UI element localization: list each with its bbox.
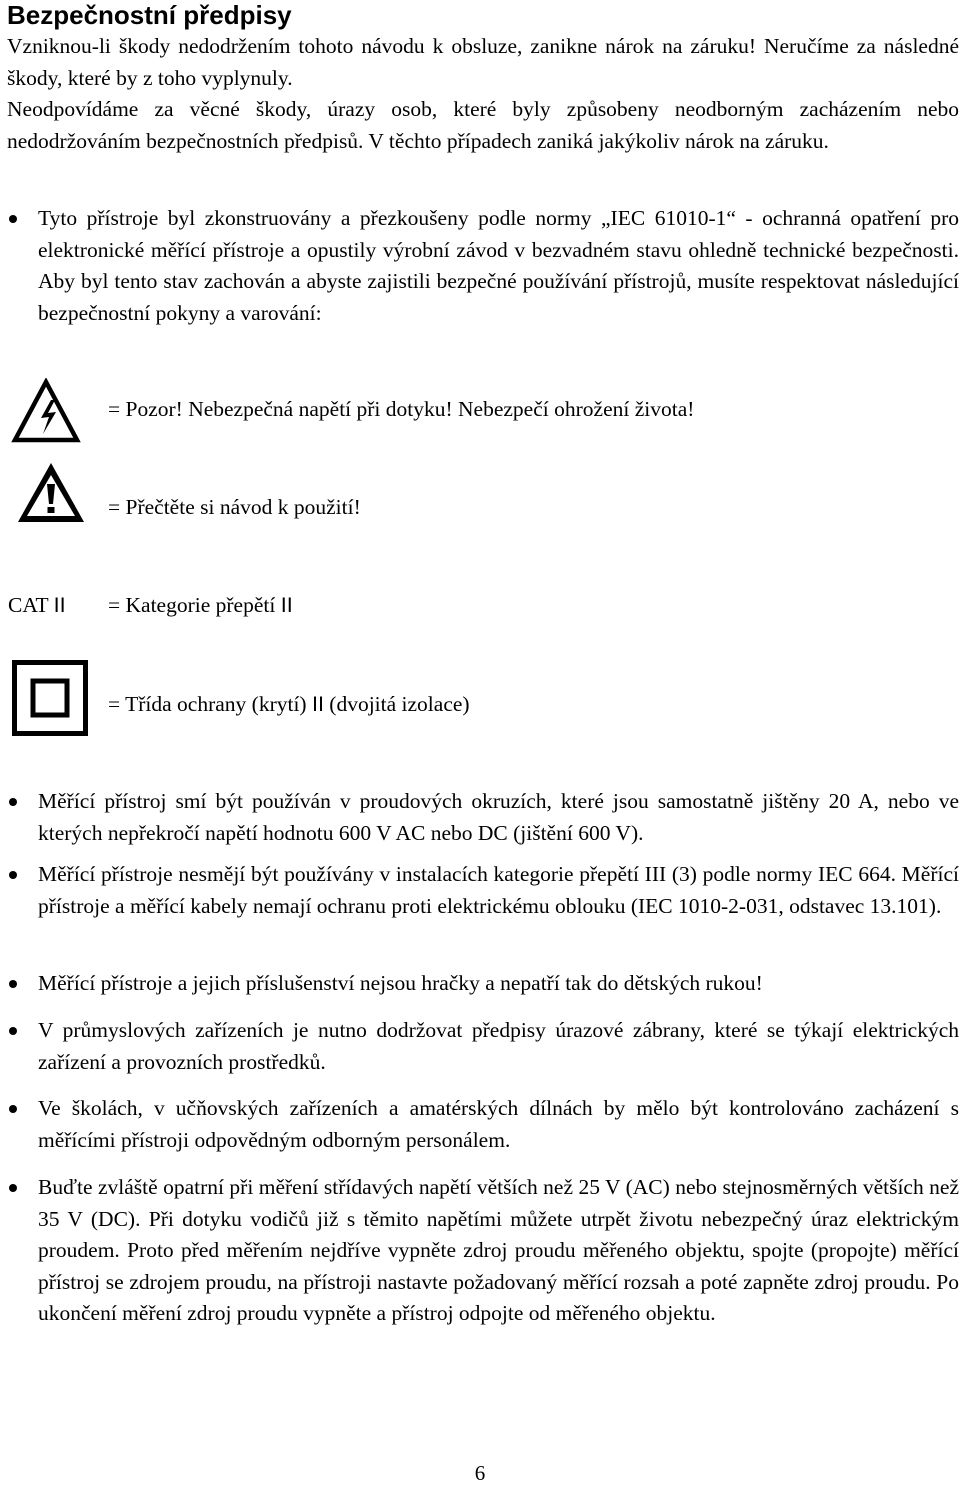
- intro-paragraph-2: Neodpovídáme za věcné škody, úrazy osob, které byly způsobeny neodborným zacházením nebo nedodržováním bezpečnostních předpisů. V těchto případech zaniká jakýkoliv nárok na záruku.: [7, 97, 959, 153]
- list-item-text: Měřící přístroje nesmějí být používány v instalacích kategorie přepětí III (3) podle normy IEC 664. Měřící přístroje a měřící kabely nemají ochranu proti elektrickému oblouku (IEC 1010-2-031, odstavec 13.101).: [38, 862, 959, 918]
- bullet-icon: [9, 1184, 17, 1192]
- symbol-description: = Přečtěte si návod k použití!: [108, 495, 361, 519]
- intro-paragraph-1: Vzniknou-li škody nedodržením tohoto návodu k obsluze, zanikne nárok na záruku! Neručíme za následné škody, které by z toho vyplynuly.: [7, 34, 959, 90]
- symbol-description: = Pozor! Nebezpečná napětí při dotyku! Nebezpečí ohrožení života!: [108, 397, 695, 421]
- cat-label: CAT II: [8, 593, 66, 617]
- list-item-text: Ve školách, v učňovských zařízeních a amatérských dílnách by mělo být kontrolováno zacházení s měřícími přístroji odpovědným odborným personálem.: [38, 1096, 959, 1152]
- bullet-icon: [9, 798, 17, 806]
- page-number: 6: [474, 1461, 486, 1485]
- list-item-text: V průmyslových zařízeních je nutno dodržovat předpisy úrazové zábrany, které se týkají elektrických zařízení a provozních prostředků.: [38, 1018, 959, 1074]
- bullet-icon: [9, 1027, 17, 1035]
- page-title: Bezpečnostní předpisy: [7, 0, 292, 30]
- bullet-icon: [9, 871, 17, 879]
- double-insulation-icon: [12, 660, 88, 736]
- list-item-text: Buďte zvláště opatrní při měření střídavých napětí větších než 25 V (AC) nebo stejnosměrných větších než 35 V (DC). Při dotyku vodičů již s těmito napětími můžete utrpět životu nebezpečný úraz elektrickým proudem. Proto před měřením nejdříve vypněte zdroj proudu měřeného objektu, spojte (propojte) měřící přístroj se zdrojem proudu, na přístroji nastavte požadovaný měřící rozsah a poté zapněte zdroj proudu. Po ukončení měření zdroj proudu vypněte a přístroj odpojte od měřeného objektu.: [38, 1175, 959, 1325]
- high-voltage-warning-icon: [11, 378, 81, 444]
- symbol-description: = Třída ochrany (krytí) II (dvojitá izolace): [108, 692, 470, 716]
- bullet-icon: [9, 215, 17, 223]
- list-item-text: Tyto přístroje byl zkonstruovány a přezkoušeny podle normy „IEC 61010-1“ - ochranná opatření pro elektronické měřící přístroje a opustily výrobní závod v bezvadném stavu ohledně technické bezpečnosti. Aby byl tento stav zachován a abyste zajistili bezpečné používání přístrojů, musíte respektovat následující bezpečnostní pokyny a varování:: [38, 206, 959, 325]
- intro-text: [7, 31, 959, 157]
- bullet-icon: [9, 1105, 17, 1113]
- bullet-icon: [9, 980, 17, 988]
- symbol-description: = Kategorie přepětí II: [108, 593, 293, 617]
- list-item-text: Měřící přístroje a jejich příslušenství nejsou hračky a nepatří tak do dětských rukou!: [38, 971, 763, 995]
- exclamation-warning-icon: [15, 460, 87, 526]
- list-item-text: Měřící přístroj smí být používán v proudových okruzích, které jsou samostatně jištěny 20 A, nebo ve kterých nepřekročí napětí hodnotu 600 V AC nebo DC (jištění 600 V).: [38, 789, 959, 845]
